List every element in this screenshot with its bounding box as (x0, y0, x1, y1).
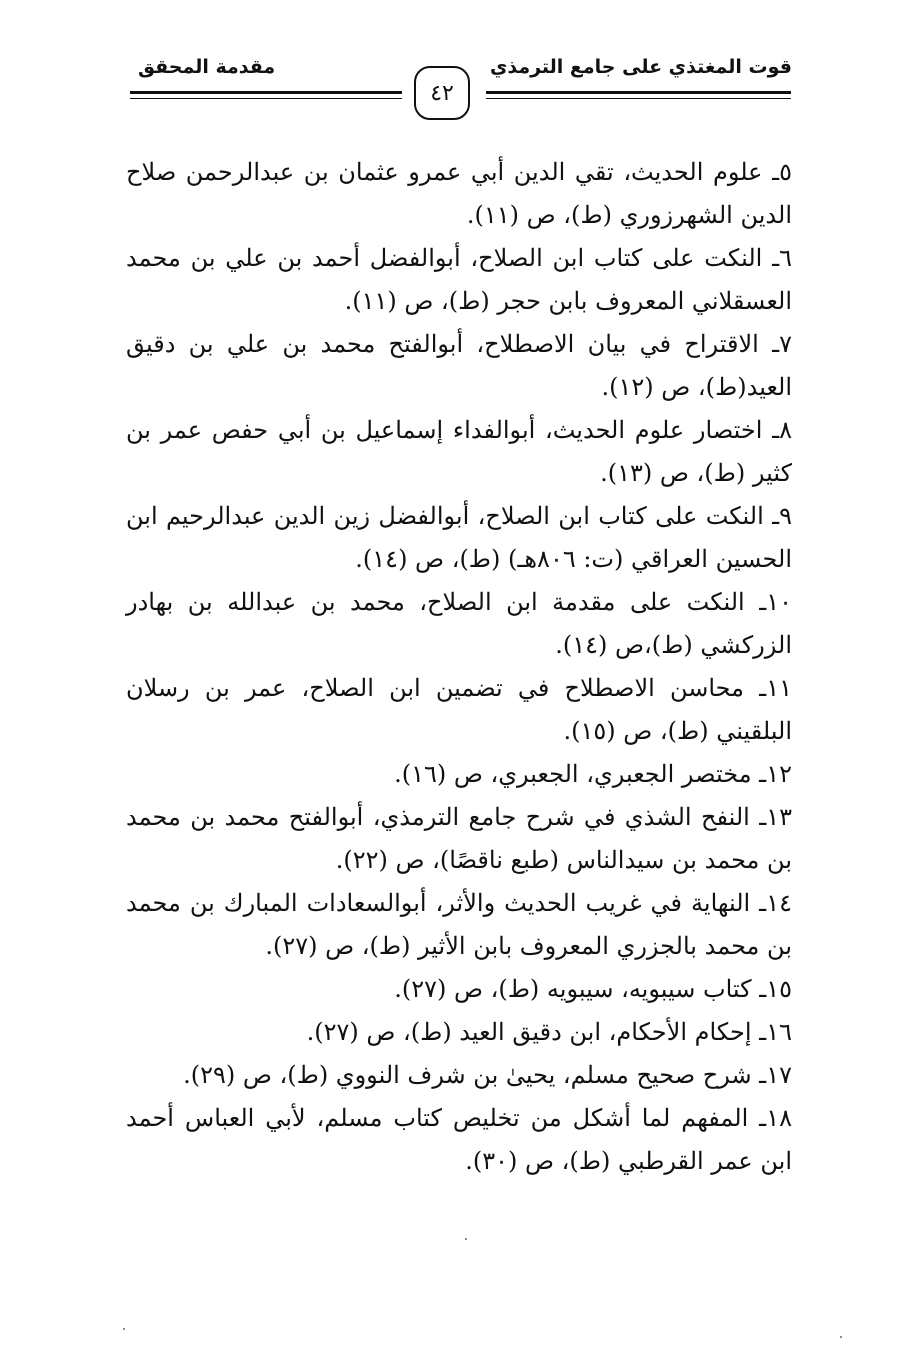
page-number: ٤٢ (430, 80, 454, 106)
reference-item-10: ١٠ـ النكت على مقدمة ابن الصلاح، محمد بن عبدالله بن بهادر الزركشي (ط)،ص (١٤). (126, 588, 792, 659)
reference-item-8: ٨ـ اختصار علوم الحديث، أبوالفداء إسماعيل بن أبي حفص عمر بن كثير (ط)، ص (١٣). (126, 416, 792, 487)
reference-item-5: ٥ـ علوم الحديث، تقي الدين أبي عمرو عثمان بن عبدالرحمن صلاح الدين الشهرزوري (ط)، ص (١١). (126, 158, 792, 229)
scan-speck (123, 1328, 125, 1330)
reference-item-18: ١٨ـ المفهم لما أشكل من تخليص كتاب مسلم، لأبي العباس أحمد ابن عمر القرطبي (ط)، ص (٣٠). (126, 1104, 792, 1175)
reference-item-16: ١٦ـ إحكام الأحكام، ابن دقيق العيد (ط)، ص (٢٧). (306, 1018, 792, 1046)
reference-item-7: ٧ـ الاقتراح في بيان الاصطلاح، أبوالفتح محمد بن علي بن دقيق العيد(ط)، ص (١٢). (126, 330, 792, 401)
reference-item-9: ٩ـ النكت على كتاب ابن الصلاح، أبوالفضل زين الدين عبدالرحيم ابن الحسين العراقي (ت: ٨٠٦هـ) (ط)، ص (١٤). (126, 502, 792, 573)
reference-item-6: ٦ـ النكت على كتاب ابن الصلاح، أبوالفضل أحمد بن علي بن محمد العسقلاني المعروف بابن حجر (ط)، ص (١١). (126, 244, 793, 315)
section-title: مقدمة المحقق (138, 56, 276, 78)
reference-list (126, 151, 792, 1183)
reference-item-11: ١١ـ محاسن الاصطلاح في تضمين ابن الصلاح، عمر بن رسلان البلقيني (ط)، ص (١٥). (126, 674, 792, 745)
reference-item-15: ١٥ـ كتاب سيبويه، سيبويه (ط)، ص (٢٧). (394, 975, 792, 1003)
reference-item-13: ١٣ـ النفح الشذي في شرح جامع الترمذي، أبوالفتح محمد بن محمد بن محمد بن سيدالناس (طبع ناقصًا)، ص (٢٢). (126, 803, 792, 874)
reference-item-17: ١٧ـ شرح صحيح مسلم، يحيىٰ بن شرف النووي (ط)، ص (٢٩). (183, 1061, 792, 1089)
scan-speck (840, 1336, 842, 1338)
book-title: قوت المغتذي على جامع الترمذي (489, 56, 792, 78)
page-number-box (414, 66, 470, 120)
scan-speck (465, 1238, 467, 1240)
header-rule-left-thin (130, 98, 402, 99)
header-rule-right-thick (486, 91, 791, 94)
reference-item-12: ١٢ـ مختصر الجعبري، الجعبري، ص (١٦). (394, 760, 792, 788)
header-rule-right-thin (486, 98, 791, 99)
reference-item-14: ١٤ـ النهاية في غريب الحديث والأثر، أبوالسعادات المبارك بن محمد بن محمد بالجزري المعروف بابن الأثير (ط)، ص (٢٧). (126, 889, 792, 960)
header-rule-left-thick (130, 91, 402, 94)
